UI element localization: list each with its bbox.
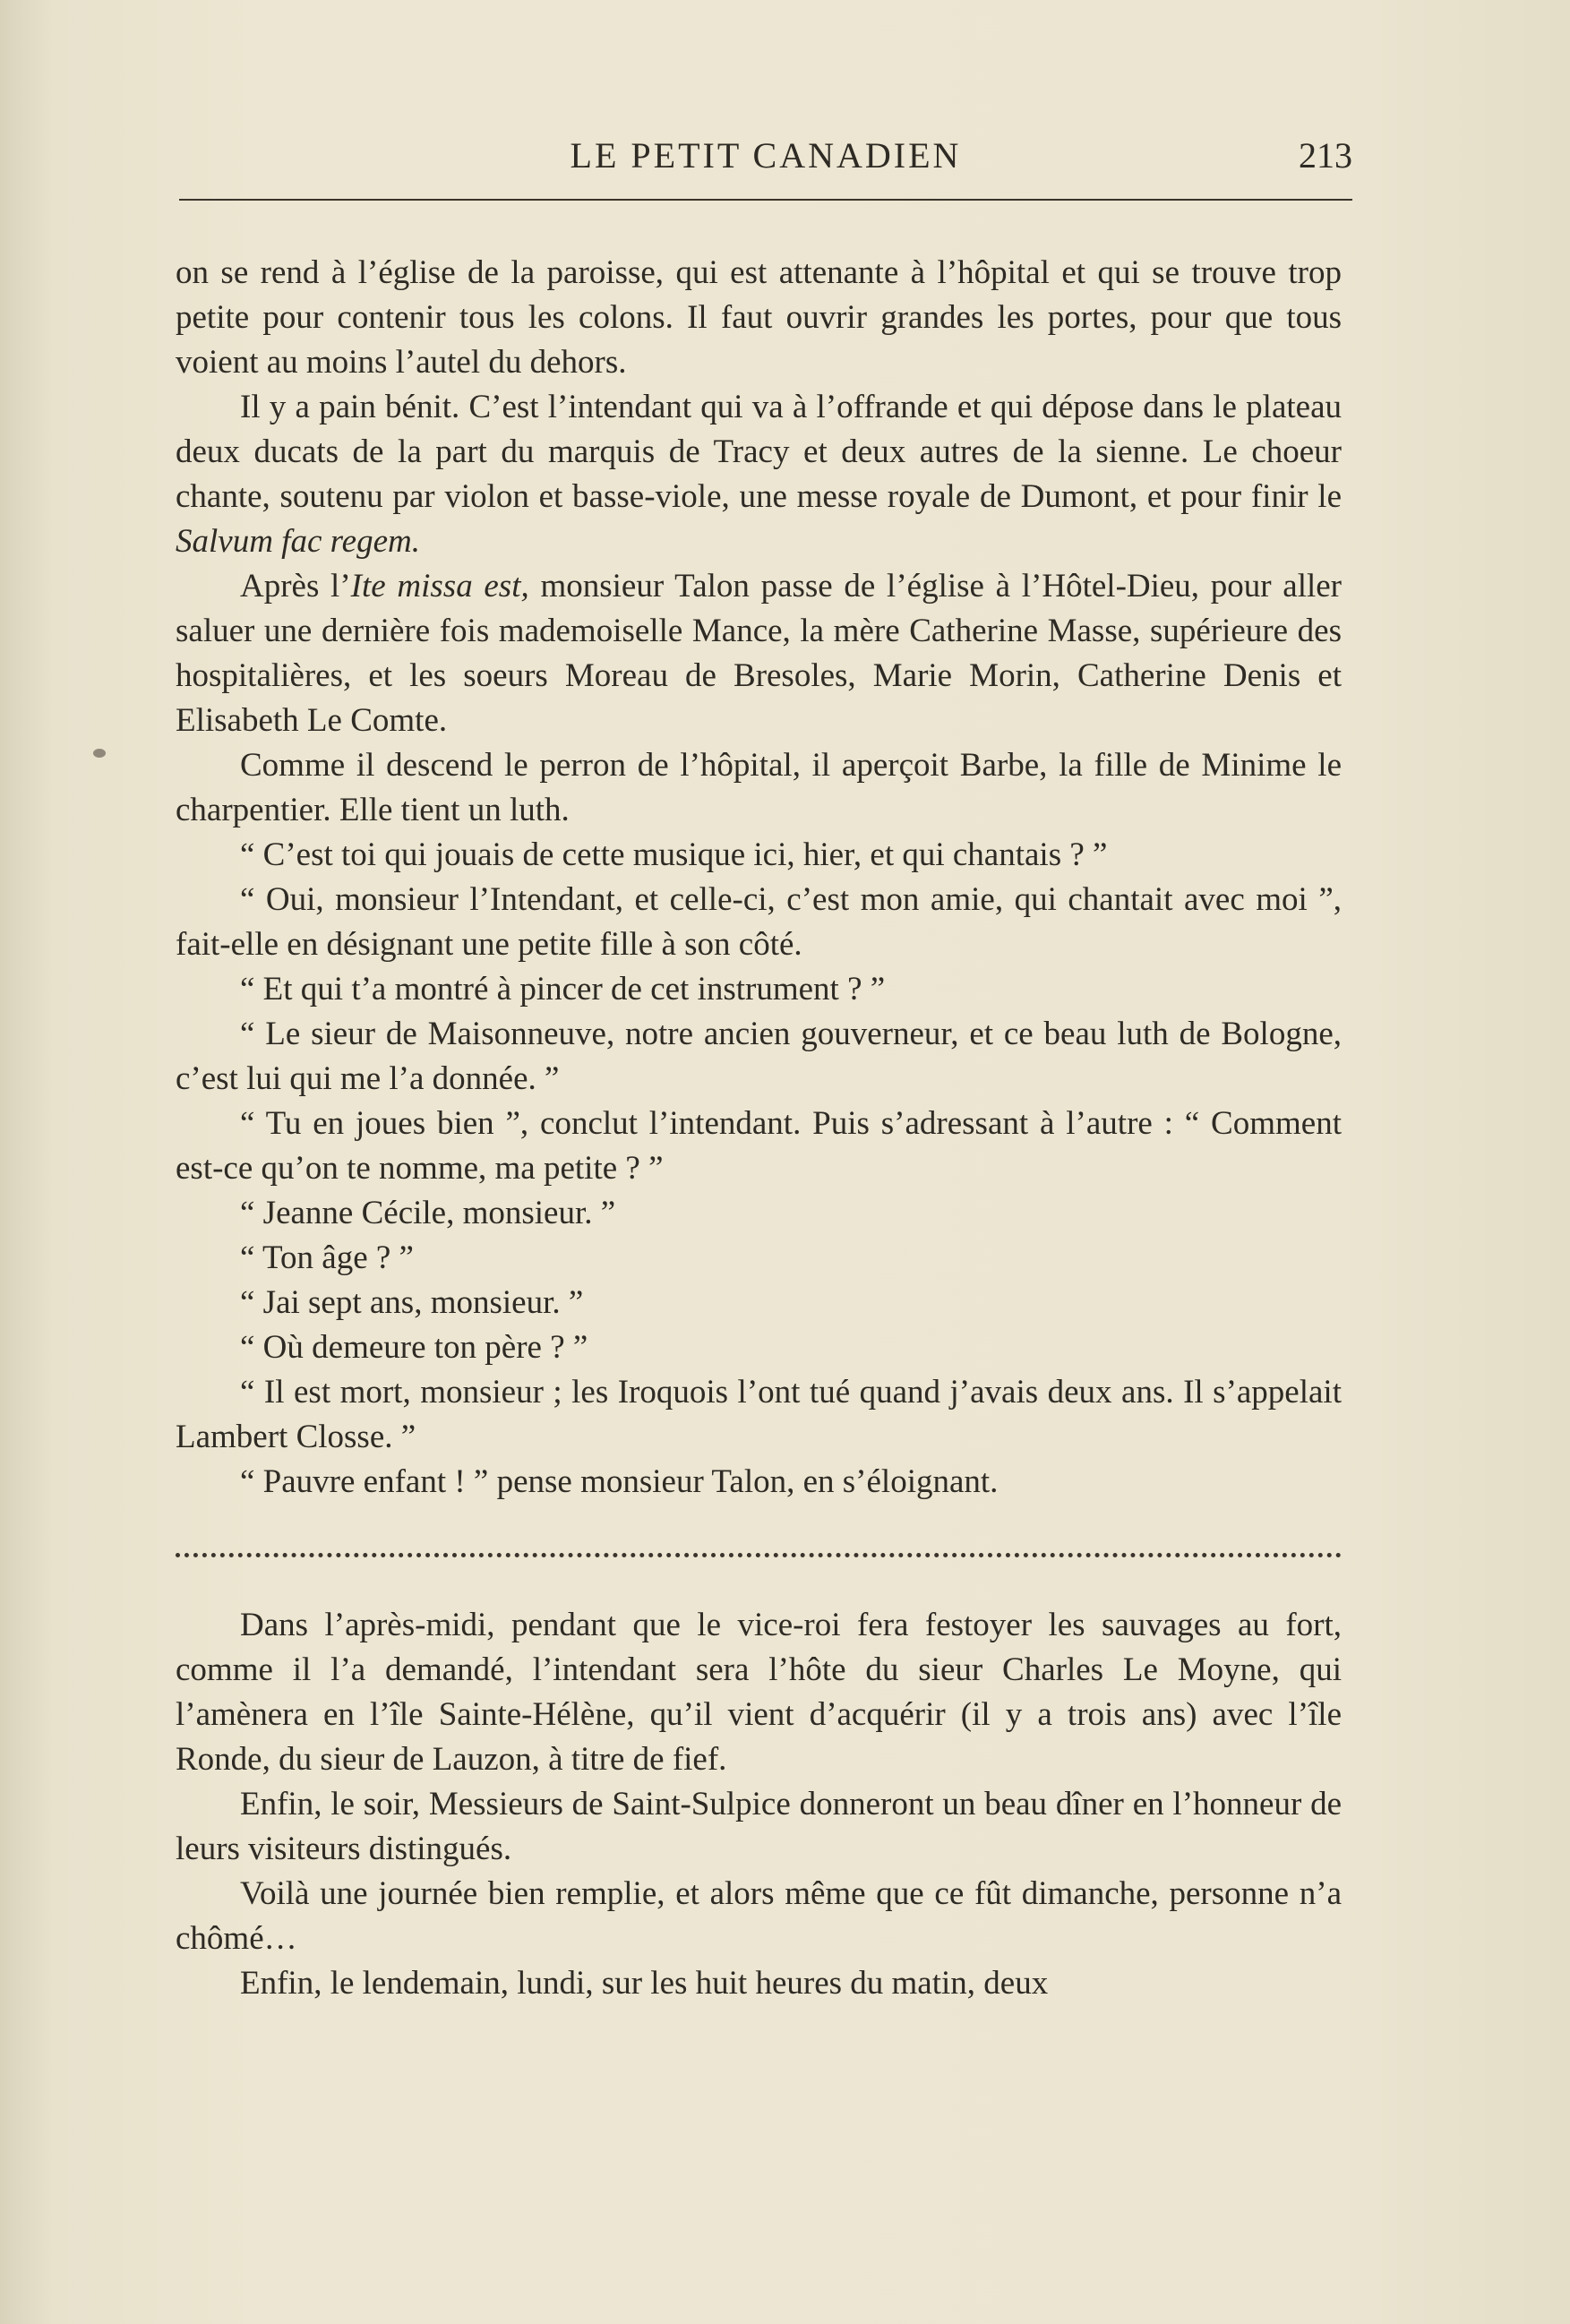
text-section-2: [176, 1603, 1342, 2006]
paragraph: “ Jeanne Cécile, monsieur. ”: [240, 1195, 616, 1231]
italic-phrase: Ite missa est,: [350, 568, 529, 605]
paragraph: “ Ton âge ? ”: [240, 1239, 414, 1276]
dotted-separator: [176, 1531, 1342, 1576]
header-rule: [179, 199, 1352, 201]
paragraph: “ Oui, monsieur l’Intendant, et celle-ci, c’est mon amie, qui chantait avec moi ”, fait-elle en désignant une petite fille à son côté.: [176, 881, 1342, 963]
paragraph: Enfin, le lendemain, lundi, sur les huit heures du matin, deux: [240, 1965, 1049, 2002]
page-number: 213: [1299, 135, 1352, 176]
paragraph: “ C’est toi qui jouais de cette musique ici, hier, et qui chantais ? ”: [240, 836, 1108, 873]
paragraph: on se rend à l’église de la paroisse, qui est attenante à l’hôpital et qui se trouve trop petite pour contenir tous les colons. Il faut ouvrir grandes les portes, pour que tous voient au moins l’autel du dehors.: [176, 254, 1342, 381]
paragraph: [176, 564, 1342, 743]
paragraph-text: Après l’: [240, 568, 351, 605]
page-header: [179, 134, 1352, 188]
paragraph-text: Il y a pain bénit. C’est l’intendant qui va à l’offrande et qui dépose dans le plateau deux ducats de la part du marquis de Tracy et deux autres de la sienne. Le choeur chante, soutenu par violon et basse-viole, une messe royale de Dumont, et pour finir le: [176, 389, 1342, 515]
body-text: [176, 251, 1342, 2006]
paragraph: “ Et qui t’a montré à pincer de cet instrument ? ”: [240, 971, 886, 1008]
text-section-1: [176, 251, 1342, 1505]
paragraph: Comme il descend le perron de l’hôpital, il aperçoit Barbe, la fille de Minime le charpentier. Elle tient un luth.: [176, 747, 1342, 828]
running-title: LE PETIT CANADIEN: [570, 135, 962, 176]
paragraph: “ Il est mort, monsieur ; les Iroquois l’ont tué quand j’avais deux ans. Il s’appelait Lambert Closse. ”: [176, 1374, 1342, 1455]
italic-phrase: Salvum fac regem.: [176, 523, 420, 560]
paragraph: Dans l’après-midi, pendant que le vice-roi fera festoyer les sauvages au fort, comme il l’a demandé, l’intendant sera l’hôte du sieur Charles Le Moyne, qui l’amènera en l’île Sainte-Hélène, qu’il vient d’acquérir (il y a trois ans) avec l’île Ronde, du sieur de Lauzon, à titre de fief.: [176, 1607, 1342, 1778]
paragraph: “ Tu en joues bien ”, conclut l’intendant. Puis s’adressant à l’autre : “ Comment est-ce qu’on te nomme, ma petite ? ”: [176, 1105, 1342, 1187]
paragraph-text: monsieur Talon passe de l’église à l’Hôtel-Dieu, pour aller saluer une dernière fois mademoiselle Mance, la mère Catherine Masse, supérieure des hospitalières, et les soeurs Moreau de Bresoles, Marie Morin, Catherine Denis et Elisabeth Le Comte.: [176, 568, 1342, 739]
paragraph: “ Jai sept ans, monsieur. ”: [240, 1284, 584, 1321]
paragraph: “ Le sieur de Maisonneuve, notre ancien gouverneur, et ce beau luth de Bologne, c’est lui qui me l’a donnée. ”: [176, 1016, 1342, 1097]
paragraph: “ Pauvre enfant ! ” pense monsieur Talon, en s’éloignant.: [240, 1463, 999, 1500]
paragraph: [176, 385, 1342, 564]
paragraph: “ Où demeure ton père ? ”: [240, 1329, 588, 1366]
ink-spot: [93, 749, 106, 758]
paragraph: Voilà une journée bien remplie, et alors même que ce fût dimanche, personne n’a chômé…: [176, 1875, 1342, 1957]
paragraph: Enfin, le soir, Messieurs de Saint-Sulpice donneront un beau dîner en l’honneur de leurs visiteurs distingués.: [176, 1786, 1342, 1867]
